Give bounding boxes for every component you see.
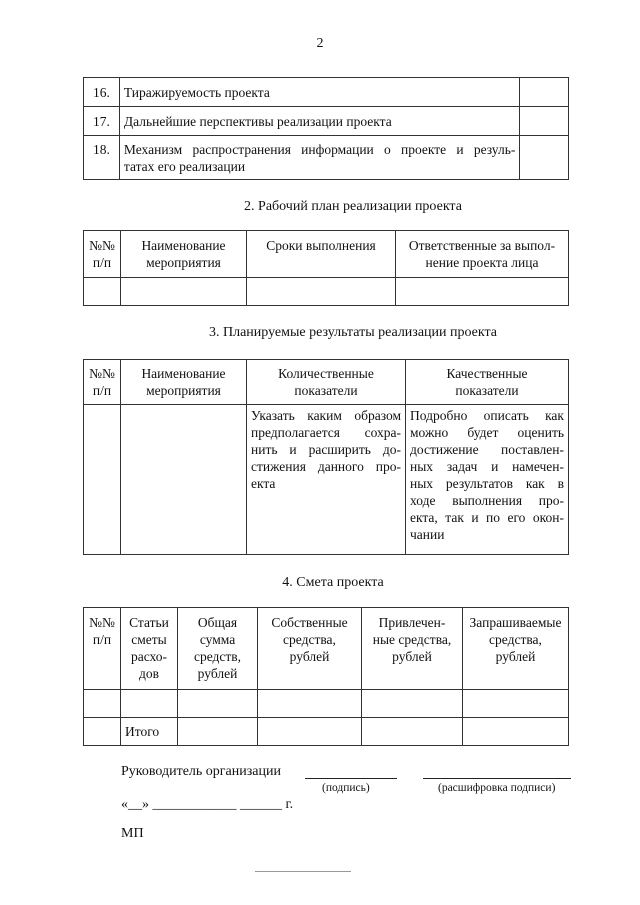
header-num <box>84 231 121 278</box>
text-line: екта <box>251 476 276 491</box>
header-line: Привлечен- <box>378 615 446 630</box>
header-num <box>84 360 121 405</box>
work-plan-table <box>83 230 569 306</box>
header-line: Запрашиваемые <box>469 615 562 630</box>
table-row <box>84 78 569 107</box>
header-line: №№ <box>89 238 115 253</box>
table-cell <box>463 718 569 746</box>
header-qualitative <box>406 360 569 405</box>
header-line: Собственные <box>271 615 348 630</box>
header-line: мероприятия <box>146 383 221 398</box>
text-line: ных результатов как в <box>410 476 564 491</box>
row-text-line: татах его реализации <box>123 159 246 174</box>
header-line: №№ <box>89 366 115 381</box>
header-num <box>84 608 121 690</box>
table-row <box>84 278 569 306</box>
header-responsible <box>396 231 569 278</box>
row-text-line: Тиражируемость проекта <box>123 85 270 100</box>
text-line: стижения данного про- <box>251 459 401 474</box>
date-line: «__» ____________ ______ г. <box>121 797 294 812</box>
row-value-cell <box>520 107 569 136</box>
row-text-line: Дальнейшие перспективы реализации проекта <box>123 114 392 129</box>
text-line: екта, так и по его окон- <box>410 510 564 525</box>
header-quantitative <box>247 360 406 405</box>
qualitative-text <box>406 405 569 555</box>
top-items-table <box>83 77 569 180</box>
header-line: Общая <box>197 615 238 630</box>
header-line: Статьи <box>129 615 169 630</box>
text-line: достижение поставлен- <box>410 442 564 457</box>
header-line: рублей <box>392 649 432 664</box>
section-2-title: 2. Рабочий план реализации проекта <box>244 199 462 214</box>
table-row-total <box>84 718 569 746</box>
text-line: чании <box>410 527 445 542</box>
header-attracted-funds <box>362 608 463 690</box>
header-line: нение проекта лица <box>425 255 539 270</box>
header-line: №№ <box>89 615 115 630</box>
table-cell <box>258 690 362 718</box>
header-line: Наименование <box>141 366 226 381</box>
section-4-title: 4. Смета проекта <box>282 575 384 590</box>
table-cell <box>463 690 569 718</box>
table-cell <box>121 690 178 718</box>
table-cell <box>84 405 121 555</box>
header-line: Наименование <box>141 238 226 253</box>
signature-line <box>305 778 397 779</box>
header-line: рублей <box>495 649 536 664</box>
header-line: средств, <box>193 649 242 664</box>
stamp-label: МП <box>121 826 144 841</box>
header-line: сумма <box>199 632 236 647</box>
table-row <box>84 405 569 555</box>
row-number: 18. <box>84 136 120 180</box>
row-text <box>119 107 519 136</box>
header-line: расхо- <box>130 649 168 664</box>
table-header-row <box>84 360 569 405</box>
header-line: Качественные <box>446 366 528 381</box>
header-line: ные средства, <box>372 632 452 647</box>
row-text <box>119 78 519 107</box>
footer-divider <box>255 871 351 872</box>
table-cell <box>84 278 121 306</box>
row-text <box>119 136 519 180</box>
table-header-row <box>84 231 569 278</box>
header-line: показатели <box>294 383 358 398</box>
table-header-row <box>84 608 569 690</box>
text-line: Указать каким образом <box>251 408 401 423</box>
table-cell <box>247 278 396 306</box>
table-cell <box>258 718 362 746</box>
header-line: Ответственные за выпол- <box>408 238 556 253</box>
signature-caption: (подпись) <box>322 782 370 794</box>
table-row <box>84 690 569 718</box>
text-line: Подробно описать как <box>410 408 564 423</box>
header-line: Количественные <box>278 366 374 381</box>
table-cell <box>362 690 463 718</box>
table-cell <box>121 405 247 555</box>
text-line: можно будет оценить <box>410 425 564 440</box>
budget-table <box>83 607 569 746</box>
header-line: показатели <box>455 383 519 398</box>
row-value-cell <box>520 78 569 107</box>
header-dates <box>247 231 396 278</box>
page-number: 2 <box>316 36 324 51</box>
header-line: сметы <box>131 632 167 647</box>
text-line: ходе выполнения про- <box>410 493 564 508</box>
head-of-organization-label: Руководитель организации <box>121 764 281 779</box>
header-line: мероприятия <box>146 255 221 270</box>
total-label: Итого <box>121 718 178 746</box>
table-cell <box>362 718 463 746</box>
header-total <box>178 608 258 690</box>
table-cell <box>178 690 258 718</box>
table-cell <box>396 278 569 306</box>
header-line: Сроки выполнения <box>266 238 376 253</box>
table-cell <box>121 278 247 306</box>
row-value-cell <box>520 136 569 180</box>
header-requested-funds <box>463 608 569 690</box>
section-3-title: 3. Планируемые результаты реализации проекта <box>208 325 498 340</box>
table-row <box>84 136 569 180</box>
header-items <box>121 608 178 690</box>
table-cell <box>84 690 121 718</box>
results-table <box>83 359 569 555</box>
header-line: дов <box>139 666 159 681</box>
header-line: рублей <box>197 666 238 681</box>
text-line: ных задач и намечен- <box>410 459 564 474</box>
text-line: нить и расширить до- <box>251 442 401 457</box>
table-cell <box>84 718 121 746</box>
header-line: п/п <box>92 255 112 270</box>
header-line: п/п <box>92 632 112 647</box>
header-name <box>121 231 247 278</box>
table-cell <box>178 718 258 746</box>
row-number: 17. <box>84 107 120 136</box>
row-text-line: Механизм распространения информации о проекте и резуль- <box>123 142 516 157</box>
row-number: 16. <box>84 78 120 107</box>
table-row <box>84 107 569 136</box>
quantitative-text <box>247 405 406 555</box>
header-own-funds <box>258 608 362 690</box>
header-line: рублей <box>289 649 330 664</box>
signature-decoding-line <box>423 778 571 779</box>
header-name <box>121 360 247 405</box>
decoding-caption: (расшифровка подписи) <box>438 782 556 794</box>
text-line: предполагается сохра- <box>251 425 401 440</box>
header-line: средства, <box>283 632 336 647</box>
header-line: средства, <box>489 632 542 647</box>
header-line: п/п <box>92 383 112 398</box>
